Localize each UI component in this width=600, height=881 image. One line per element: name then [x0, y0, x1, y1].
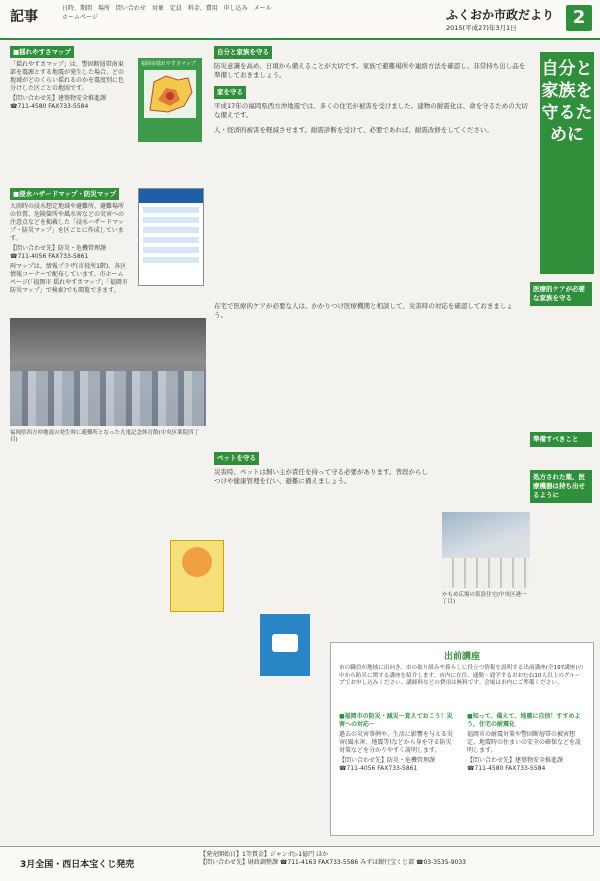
medical-heading: 医療的ケアが必要な家族を守る	[530, 282, 592, 306]
shelter-photo	[442, 512, 530, 588]
hazard-cover-grid	[143, 207, 199, 267]
lotto-info-line1: 【発売開始日】1等賞金】ジャンボ▷1億円 ほか	[200, 851, 329, 858]
lecture-title: 出前講座	[443, 652, 480, 662]
evacuation-photo	[10, 318, 206, 426]
lecture-right-contact: 【問い合わせ先】建築物安全推進課 ☎711-4580 FAX733-5584	[467, 757, 564, 772]
home-heading: 家を守る	[214, 86, 246, 99]
self-heading: 自分と家族を守る	[214, 46, 272, 59]
middle-text-block	[214, 46, 530, 296]
map2-section	[10, 188, 128, 314]
lecture-right	[467, 713, 585, 773]
medical-sub2: 処方された薬、医療機器は持ち出せるように	[530, 470, 592, 503]
key-target: 対象	[151, 5, 164, 12]
medical-text	[214, 302, 520, 450]
lecture-left-contact: 【問い合わせ先】防災・危機管理課 ☎711-4056 FAX733-5861	[339, 757, 436, 772]
map1-section	[10, 46, 128, 186]
map-cover-image	[138, 58, 202, 142]
map2-contact: 【問い合わせ先】防災・危機管理課 ☎711-4056 FAX733-5861	[10, 245, 107, 260]
map2-heading: ■浸水ハザードマップ・防災マップ	[10, 188, 119, 200]
shelter-caption: かもめ広場の仮設住宅(中央区港一丁目)	[442, 592, 527, 605]
issue-date: 2015(平成27)年3月1日	[446, 24, 517, 32]
lecture-right-head: ■知って、備えて、地震に自信！すすめよう、住宅の耐震化	[467, 713, 581, 728]
map2-note: 両マップは、情報プラザ(市役所1階)、各区情報コーナーで配布しています。市ホームページ(「福岡市 揺れやすさマップ」「福岡市 防災マップ」で検索)でも閲覧できます。	[10, 263, 128, 294]
main-banner	[540, 52, 594, 274]
pet-guide-figure	[272, 634, 298, 652]
section-label: 記事	[10, 9, 38, 25]
hazard-map-cover	[138, 188, 204, 286]
page-number: 2	[566, 5, 592, 31]
photo-caption: 福岡県西方沖地震の発生時に避難所となった九電記念体育館(中央区薬院四丁目)	[10, 430, 200, 443]
map-shape-icon	[144, 70, 196, 116]
hazard-cover-band	[139, 189, 203, 203]
lecture-left-text: 過去の災害事例や、生活に影響を与える災害(風水害、地震等)などから身を守る防災対策などを分かりやすく説明します。	[339, 731, 453, 754]
pet-guide-image	[260, 614, 310, 676]
medical-sub1: 準備すべきこと	[530, 432, 592, 447]
lecture-left	[339, 713, 457, 773]
medical-paragraph: 在宅で医療的ケアが必要な人は、かかりつけ医療機関と相談して、災害時の対応を確認しておきましょう。	[214, 302, 513, 319]
key-capacity: 定員	[169, 5, 182, 12]
pet-section	[214, 452, 434, 638]
lotto-info-line2: 【問い合わせ先】財政調整課 ☎711-4163 FAX733-5586 みずほ銀行宝くじ部 ☎03-3535-9033	[200, 859, 466, 866]
page-header	[0, 0, 600, 40]
pet-booklet-figure	[182, 547, 212, 577]
newspaper-title: ふくおか市政だより	[446, 8, 555, 22]
legend-keys	[62, 4, 422, 22]
map2-text: 大雨時の浸水想定地域や避難所、避難場所の位置、危険箇所や風水害などの災害への注意点などを掲載した「浸水ハザードマップ・防災マップ」を区ごとに作成しています。	[10, 203, 125, 242]
map-cover-label: 福岡市揺れやすさマップ	[141, 61, 196, 67]
map-figure	[144, 70, 196, 118]
photo-floor	[10, 371, 206, 426]
banner-text: 自分と家族を守るために	[541, 59, 593, 145]
map1-text: 「揺れやすさマップ」は、警固断層帯南東部を震源とする地震が発生した場合、どの地域がどのくらい揺れるのかを震度別に色分けした区ごとの地図です。	[10, 61, 125, 92]
key-homepage: ホームページ	[62, 14, 98, 21]
lotto-info	[200, 851, 592, 867]
home-paragraph: 平成17年の福岡県西方沖地震では、多くの住宅が被害を受けました。建物の耐震化は、命を守るための大切な備えです。	[214, 102, 528, 119]
lecture-box	[330, 642, 594, 836]
shelter-photo-buildings	[442, 558, 530, 588]
self-paragraph: 防災意識を高め、日頃から備えることが大切です。家族で避難場所や連絡方法を確認し、非常持ち出し品を準備しておきましょう。	[214, 62, 526, 79]
key-apply: 申し込み	[223, 5, 248, 12]
intro-paragraph: 人・経済的被害を軽減させます。耐震診断を受けて、必要であれば、耐震改修をしてください。	[214, 126, 493, 134]
key-date: 日時、期間	[62, 5, 93, 12]
lecture-left-head: ■福岡市の防災・減災～覚えておこう！災害への対応～	[339, 713, 453, 728]
key-contact: 問い合わせ	[115, 5, 146, 12]
lecture-intro: 市の職員が地域に出向き、市の取り組みや暮らしに役立つ情報を説明する出前講座(全197講座)の中から防災に関する講座を紹介します。市内に在住、通勤・通学するおおむね10人以上のグループでお申し込みください。講師料などの費用は無料です。会場は市内にご準備ください。	[339, 665, 584, 686]
page-footer	[0, 846, 600, 881]
lotto-headline: 3月全国・西日本宝くじ発売	[20, 860, 135, 870]
pet-heading: ペットを守る	[214, 452, 259, 465]
pet-booklet-image	[170, 540, 224, 612]
map1-contact: 【問い合わせ先】建築物安全推進課 ☎711-4580 FAX733-5584	[10, 95, 107, 110]
key-place: 場所	[97, 5, 110, 12]
map1-heading: ■揺れやすさマップ	[10, 46, 74, 58]
pet-paragraph: 災害時、ペットは飼い主が責任を持って守る必要があります。普段からしつけや健康管理を行い、避難に備えましょう。	[214, 468, 428, 485]
key-mail: メール	[253, 5, 272, 12]
lecture-right-text: 福岡市の耐震対策や警固断層帯の被害想定、地震時の住まいの安全の確保などを説明します。	[467, 731, 582, 754]
key-fee: 料金、費用	[187, 5, 218, 12]
